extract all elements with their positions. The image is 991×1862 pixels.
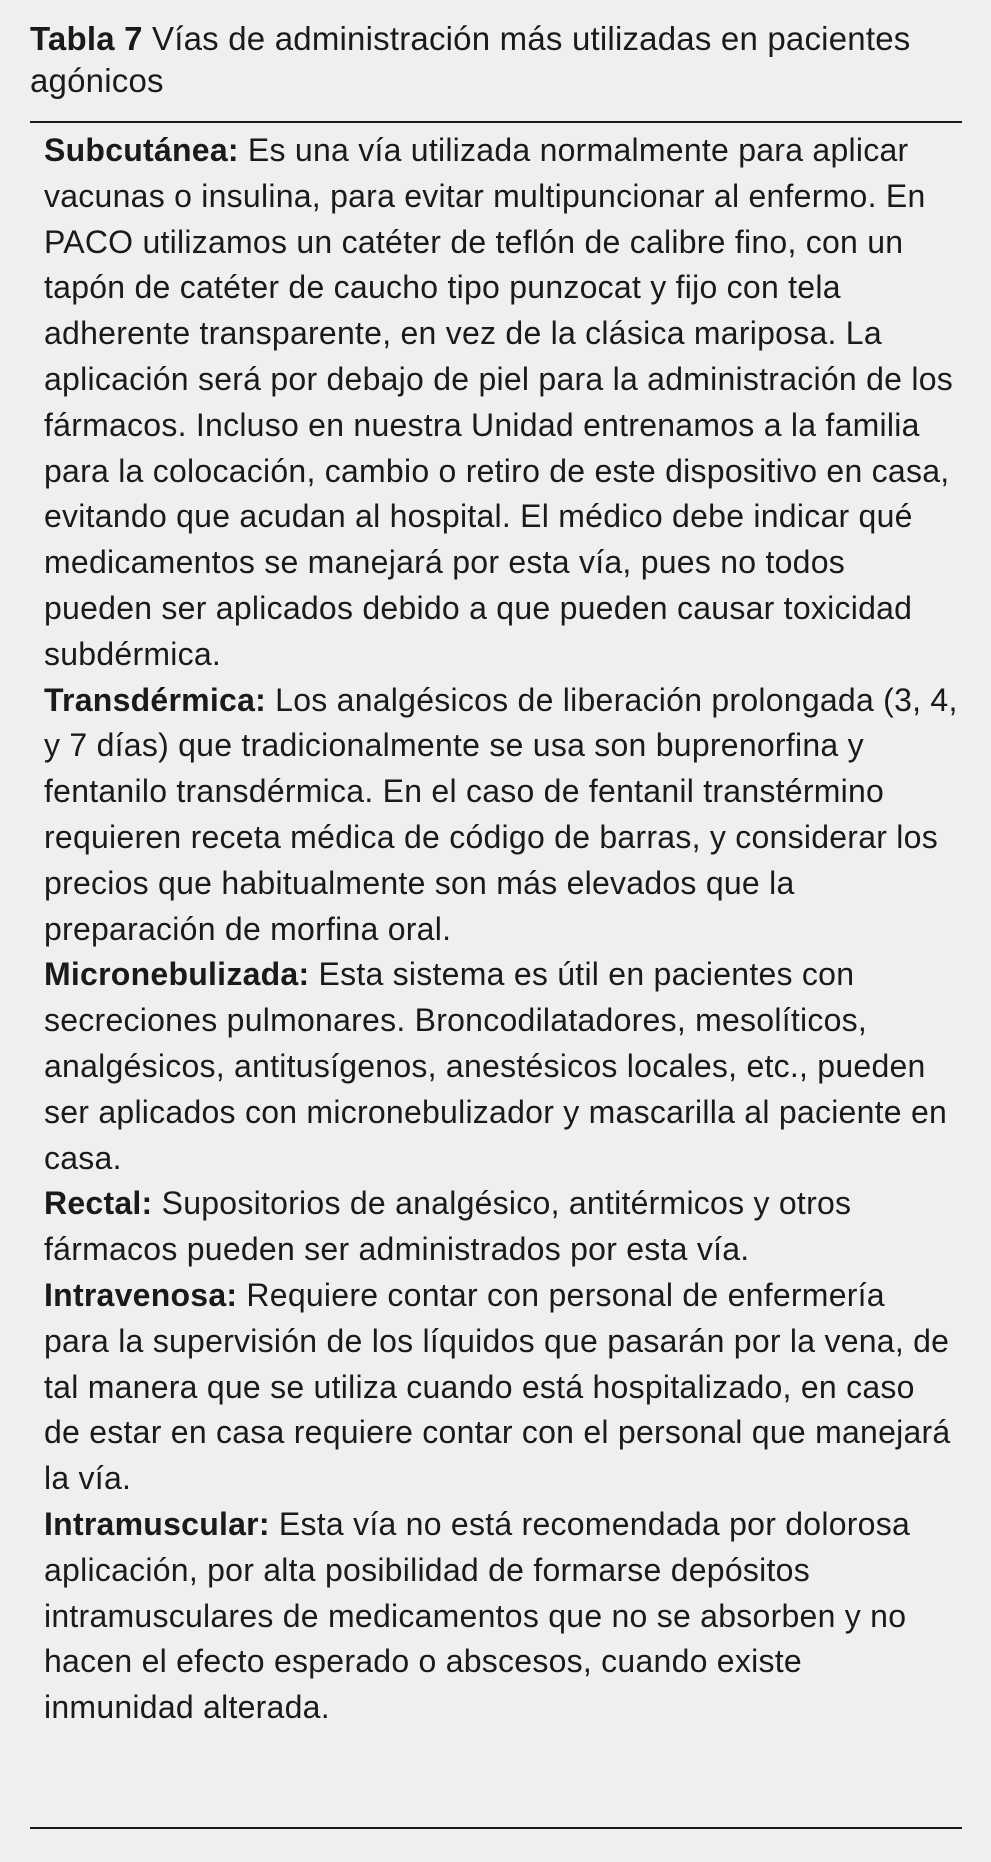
entry-text: Supositorios de analgésico, antitérmicos y otros fármacos pueden ser administrados por esta vía.: [44, 1185, 852, 1268]
entry-intravenosa: [44, 1273, 959, 1502]
bottom-rule: [30, 1827, 962, 1829]
entry-text: Esta vía no está recomendada por dolorosa aplicación, por alta posibilidad de formarse depósitos intramusculares de medicamentos que no se absorben y no hacen el efecto esperado o abscesos, cuando existe inmunidad alterada.: [44, 1505, 910, 1726]
entry-term: Rectal:: [44, 1185, 153, 1222]
table-title: Vías de administración más utilizadas en pacientes agónicos: [30, 20, 911, 99]
entry-text: Esta sistema es útil en pacientes con secreciones pulmonares. Broncodilatadores, mesolíticos, analgésicos, antitusígenos, anestésicos locales, etc., pueden ser aplicados con micronebulizador y mascarilla al paciente en casa.: [44, 956, 948, 1176]
entry-rectal: [44, 1181, 959, 1273]
entry-term: Subcutánea:: [44, 132, 239, 168]
entry-term: Intravenosa:: [44, 1276, 238, 1313]
entry-term: Intramuscular:: [44, 1505, 270, 1542]
entry-term: Transdérmica:: [44, 681, 267, 718]
table-label: Tabla 7: [30, 20, 143, 57]
entry-subcutanea: [44, 128, 959, 678]
entry-text: Es una vía utilizada normalmente para aplicar vacunas o insulina, para evitar multipuncionar al enfermo. En PACO utilizamos un catéter de teflón de calibre fino, con un tapón de catéter de caucho tipo punzocat y fijo con tela adherente transparente, en vez de la clásica mariposa. La aplicación será por debajo de piel para la administración de los fármacos. Incluso en nuestra Unidad entrenamos a la familia para la colocación, cambio o retiro de este dispositivo en casa, evitando que acudan al hospital. El médico debe indicar qué medicamentos se manejará por esta vía, pues no todos pueden ser aplicados debido a que pueden causar toxicidad subdérmica.: [44, 132, 953, 672]
table-caption: [30, 18, 980, 102]
entry-micronebulizada: [44, 952, 959, 1181]
top-rule: [30, 121, 962, 123]
entry-text: Requiere contar con personal de enfermería para la supervisión de los líquidos que pasarán por la vena, de tal manera que se utiliza cuando está hospitalizado, en caso de estar en casa requiere contar con el personal que manejará la vía.: [44, 1276, 951, 1497]
entry-transdermica: [44, 678, 959, 953]
entry-text: Los analgésicos de liberación prolongada (3, 4, y 7 días) que tradicionalmente se usa son buprenorfina y fentanilo transdérmica. En el caso de fentanil transtérmino requieren receta médica de código de barras, y considerar los precios que habitualmente son más elevados que la preparación de morfina oral.: [44, 681, 958, 947]
entry-intramuscular: [44, 1502, 959, 1731]
table-body: [44, 128, 959, 1731]
entry-term: Micronebulizada:: [44, 956, 310, 993]
